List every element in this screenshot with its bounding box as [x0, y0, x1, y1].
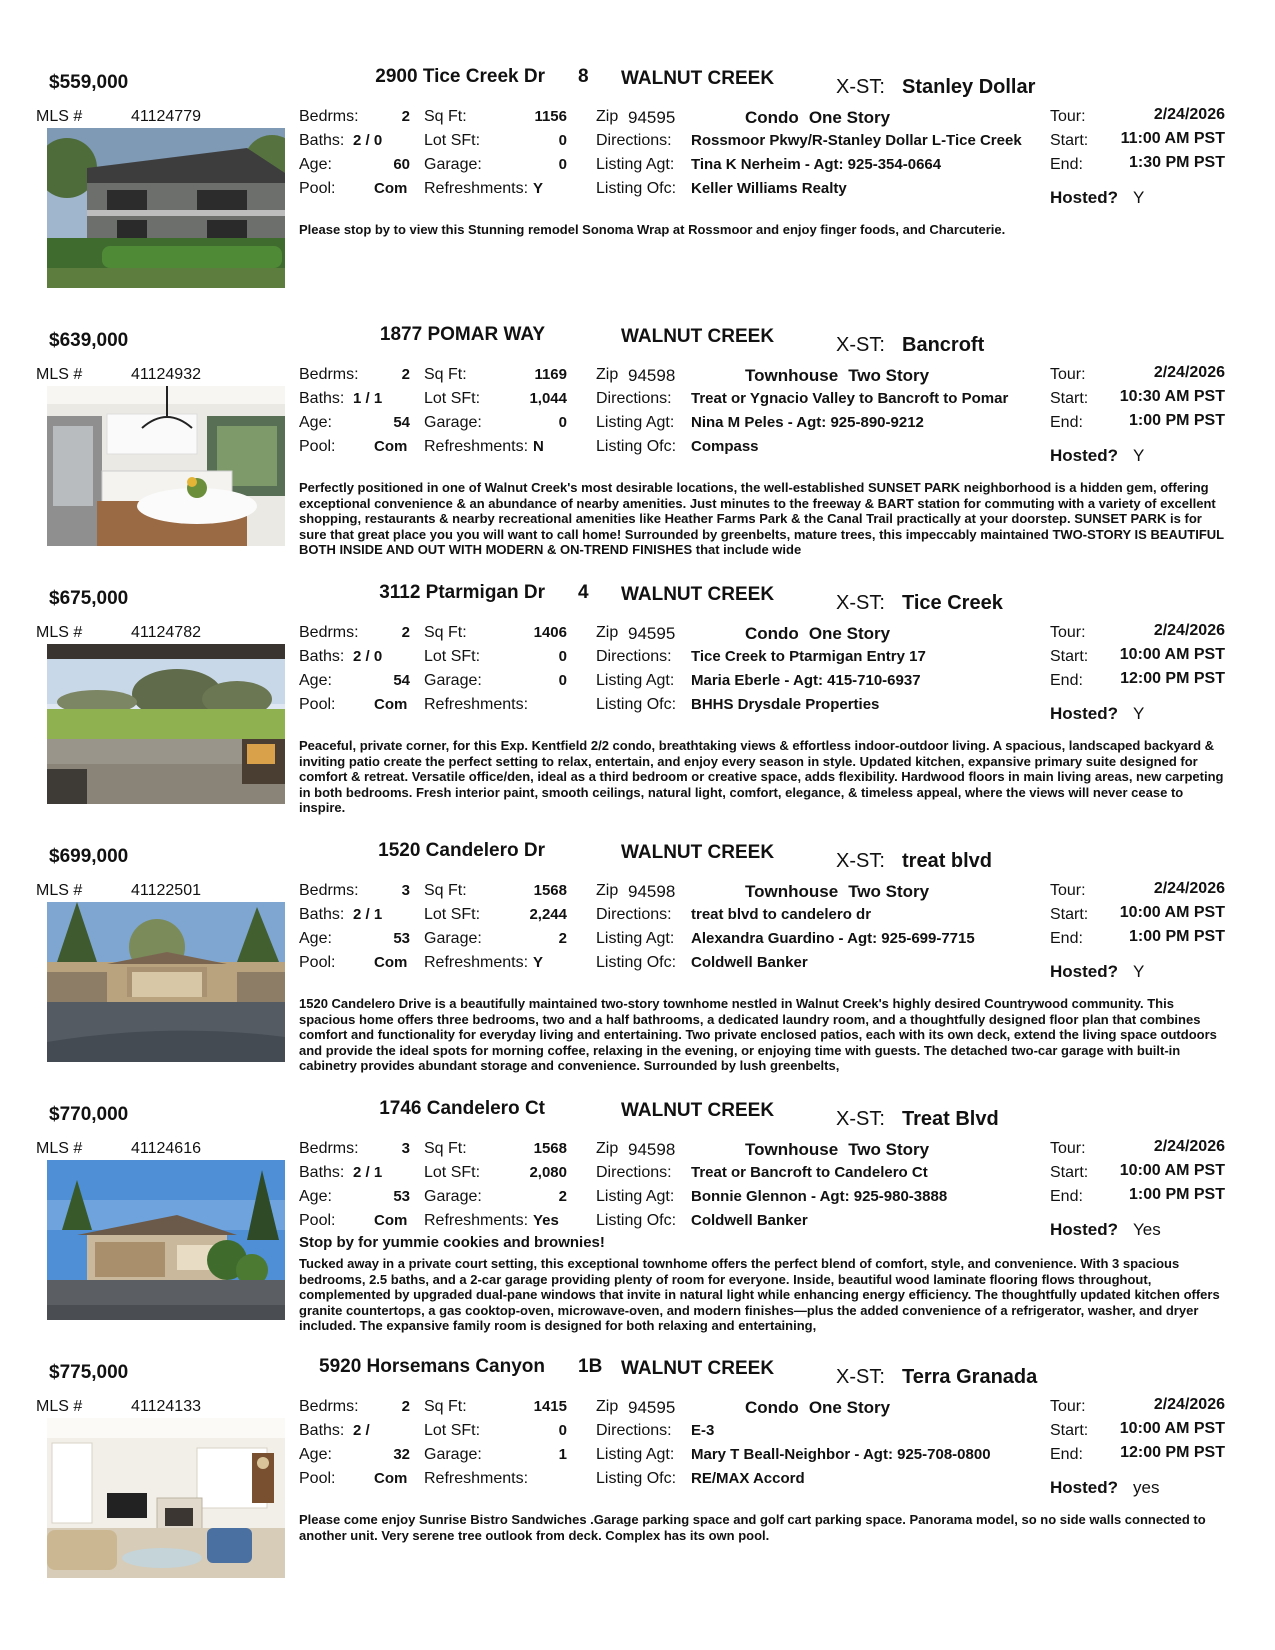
- pool-label: Pool:: [299, 438, 336, 455]
- hosted-label: Hosted?: [1050, 188, 1118, 207]
- zip-label: Zip: [596, 366, 619, 383]
- hosted-label: Hosted?: [1050, 1478, 1118, 1497]
- age-value: 60: [393, 156, 410, 173]
- listing-agent-value: Maria Eberle - Agt: 415-710-6937: [691, 672, 921, 689]
- address: 3112 Ptarmigan Dr: [379, 582, 545, 603]
- age-value: 32: [393, 1446, 410, 1463]
- lot-sft-label: Lot SFt:: [424, 132, 481, 149]
- lot-sft-label: Lot SFt:: [424, 906, 481, 923]
- pool-label: Pool:: [299, 696, 336, 713]
- home-type: Condo: [745, 108, 799, 127]
- baths-value: 2 / 1: [353, 906, 383, 923]
- age-label: Age:: [299, 1446, 332, 1463]
- baths-value: 2 /: [353, 1422, 370, 1439]
- zip-label: Zip: [596, 1140, 619, 1157]
- end-label: End:: [1050, 930, 1083, 947]
- refreshments-label: Refreshments:: [424, 954, 529, 971]
- directions-value: Treat or Ygnacio Valley to Bancroft to Pomar: [691, 390, 1009, 407]
- mls-label: MLS #: [36, 624, 83, 641]
- baths-label: Baths:: [299, 132, 345, 149]
- listing-office-label: Listing Ofc:: [596, 438, 677, 455]
- garage-label: Garage:: [424, 156, 482, 173]
- mls-label: MLS #: [36, 1398, 83, 1415]
- mls-label: MLS #: [36, 366, 83, 383]
- directions-label: Directions:: [596, 906, 672, 923]
- listing: [0, 838, 1275, 1096]
- city: WALNUT CREEK: [621, 326, 775, 347]
- cross-street-label: X-ST:: [836, 334, 885, 356]
- sqft-label: Sq Ft:: [424, 1398, 467, 1415]
- age-value: 54: [393, 414, 410, 431]
- directions-label: Directions:: [596, 1164, 672, 1181]
- home-type: Townhouse: [745, 1140, 839, 1159]
- sqft-label: Sq Ft:: [424, 366, 467, 383]
- garage-label: Garage:: [424, 414, 482, 431]
- listing-agent-value: Nina M Peles - Agt: 925-890-9212: [691, 414, 924, 431]
- bedrooms-value: 2: [401, 1398, 410, 1415]
- description: Perfectly positioned in one of Walnut Creek's most desirable locations, the well-established SUNSET PARK neighborhood is a hidden gem, offering exceptional convenience & an abundance of nearby amenities. Just minutes to the freeway & BART station for commuting with a variety of excellent shopping, restaurants & nearby recreational amenities like Heather Farms Park & the Canal Trail practically at your doorstep. SUNSET PARK is for sure that great place you you will want to call home! Surrounded by greenbelts, mature trees, this impeccably maintained TWO-STORY IS BEAUTIFUL BOTH INSIDE AND OUT WITH MODERN & ON-TREND FINISHES that include wide: [299, 480, 1224, 557]
- garage-label: Garage:: [424, 930, 482, 947]
- pool-value: Com: [374, 696, 408, 713]
- bedrooms-label: Bedrms:: [299, 366, 359, 383]
- refreshments-label: Refreshments:: [424, 1470, 529, 1487]
- baths-label: Baths:: [299, 906, 345, 923]
- listing: [0, 1096, 1275, 1354]
- description: Please come enjoy Sunrise Bistro Sandwiches .Garage parking space and golf cart parking space. Panorama model, so no side walls connected to another unit. Very serene tree outlook from deck. Complex has its own pool.: [299, 1512, 1206, 1543]
- pool-value: Com: [374, 1470, 408, 1487]
- directions-value: Treat or Bancroft to Candelero Ct: [691, 1164, 928, 1181]
- age-label: Age:: [299, 672, 332, 689]
- directions-value: treat blvd to candelero dr: [691, 906, 872, 923]
- city: WALNUT CREEK: [621, 842, 775, 863]
- home-type: Townhouse: [745, 882, 839, 901]
- mls-number: 41124932: [131, 366, 201, 383]
- age-label: Age:: [299, 930, 332, 947]
- refreshments-label: Refreshments:: [424, 696, 529, 713]
- bedrooms-label: Bedrms:: [299, 624, 359, 641]
- hosted-value: Y: [1133, 704, 1145, 723]
- mls-number: 41124779: [131, 108, 201, 125]
- home-type: Condo: [745, 1398, 799, 1417]
- listing-office-label: Listing Ofc:: [596, 1470, 677, 1487]
- bedrooms-value: 2: [401, 366, 410, 383]
- property-type: [740, 1140, 1000, 1160]
- bedrooms-value: 3: [401, 1140, 410, 1157]
- stories: Two Story: [848, 366, 930, 385]
- sqft-value: 1415: [533, 1398, 567, 1415]
- end-label: End:: [1050, 672, 1083, 689]
- sqft-value: 1568: [533, 882, 567, 899]
- hosted-value: Y: [1133, 188, 1145, 207]
- lot-sft-label: Lot SFt:: [424, 1422, 481, 1439]
- listing-agent-value: Tina K Nerheim - Agt: 925-354-0664: [691, 156, 942, 173]
- unit-number: 1B: [578, 1356, 603, 1377]
- mls-number: 41124133: [131, 1398, 201, 1415]
- price: $699,000: [49, 846, 129, 867]
- listing-agent-value: Mary T Beall-Neighbor - Agt: 925-708-0800: [691, 1446, 991, 1463]
- end-time: 1:00 PM PST: [1128, 1186, 1225, 1203]
- pool-label: Pool:: [299, 1470, 336, 1487]
- refreshments-label: Refreshments:: [424, 1212, 529, 1229]
- sqft-label: Sq Ft:: [424, 624, 467, 641]
- zip-label: Zip: [596, 882, 619, 899]
- listing: [0, 64, 1275, 322]
- lot-sft-label: Lot SFt:: [424, 1164, 481, 1181]
- property-type: [740, 1398, 1000, 1418]
- baths-label: Baths:: [299, 1164, 345, 1181]
- lot-sft-value: 0: [558, 648, 567, 665]
- listing-photo[interactable]: [47, 902, 285, 1062]
- listing-office-value: Coldwell Banker: [691, 954, 808, 971]
- bedrooms-label: Bedrms:: [299, 1140, 359, 1157]
- lot-sft-value: 0: [558, 132, 567, 149]
- zip-value: 94598: [628, 366, 676, 385]
- tour-date: 2/24/2026: [1153, 622, 1225, 639]
- stories: One Story: [808, 624, 891, 643]
- lot-sft-value: 2,244: [529, 906, 567, 923]
- sqft-value: 1156: [534, 108, 567, 125]
- description: Tucked away in a private court setting, this exceptional townhome offers the perfect blend of comfort, style, and convenience. With 3 spacious bedrooms, 2.5 baths, and a 2-car garage providing plenty of room for everyone. Inside, beautiful wood laminate flooring flows throughout, complemented by upgraded dual-pane windows that invite in natural light while enhancing energy efficiency. The thoughtfully updated kitchen offers granite countertops, a gas cooktop-oven, microwave-oven, and modern finishes—plus the added convenience of a refrigerator, washer, and dryer included. The expansive family room is designed for both relaxing and entertaining,: [299, 1256, 1220, 1333]
- listing: [0, 580, 1275, 838]
- property-type: [740, 882, 1000, 902]
- bedrooms-label: Bedrms:: [299, 882, 359, 899]
- hosted-value: yes: [1133, 1478, 1160, 1497]
- age-value: 53: [393, 1188, 410, 1205]
- listing-agent-label: Listing Agt:: [596, 672, 675, 689]
- end-time: 1:00 PM PST: [1128, 928, 1225, 945]
- cross-street-label: X-ST:: [836, 76, 885, 98]
- special-note: Stop by for yummie cookies and brownies!: [299, 1234, 605, 1251]
- start-time: 10:00 AM PST: [1119, 1162, 1225, 1179]
- directions-value: E-3: [691, 1422, 715, 1439]
- sqft-label: Sq Ft:: [424, 882, 467, 899]
- zip-label: Zip: [596, 624, 619, 641]
- refreshments-value: Yes: [533, 1212, 559, 1229]
- tour-date: 2/24/2026: [1153, 1138, 1225, 1155]
- mls-number: 41124782: [131, 624, 201, 641]
- unit-number: 8: [578, 66, 589, 87]
- tour-date: 2/24/2026: [1153, 106, 1225, 123]
- directions-label: Directions:: [596, 1422, 672, 1439]
- directions-label: Directions:: [596, 390, 672, 407]
- listing-office-value: RE/MAX Accord: [691, 1470, 805, 1487]
- tour-label: Tour:: [1050, 624, 1086, 641]
- garage-label: Garage:: [424, 1188, 482, 1205]
- cross-street: Tice Creek: [902, 592, 1003, 614]
- sqft-value: 1406: [533, 624, 567, 641]
- sqft-label: Sq Ft:: [424, 108, 467, 125]
- start-label: Start:: [1050, 648, 1089, 665]
- property-type: [740, 624, 1000, 644]
- start-label: Start:: [1050, 1422, 1089, 1439]
- address: 5920 Horsemans Canyon: [319, 1356, 545, 1377]
- bedrooms-value: 2: [401, 108, 410, 125]
- listing-office-label: Listing Ofc:: [596, 1212, 677, 1229]
- tour-date: 2/24/2026: [1153, 1396, 1225, 1413]
- listing-agent-value: Bonnie Glennon - Agt: 925-980-3888: [691, 1188, 948, 1205]
- mls-label: MLS #: [36, 882, 83, 899]
- stories: Two Story: [848, 882, 930, 901]
- start-label: Start:: [1050, 390, 1089, 407]
- bedrooms-value: 3: [401, 882, 410, 899]
- garage-value: 1: [558, 1446, 567, 1463]
- address: 2900 Tice Creek Dr: [375, 66, 545, 87]
- baths-value: 1 / 1: [353, 390, 383, 407]
- age-value: 53: [393, 930, 410, 947]
- end-time: 1:00 PM PST: [1128, 412, 1225, 429]
- end-label: End:: [1050, 414, 1083, 431]
- mls-number: 41124616: [131, 1140, 201, 1157]
- garage-value: 0: [558, 672, 567, 689]
- zip-value: 94598: [628, 1140, 676, 1159]
- pool-value: Com: [374, 180, 408, 197]
- property-type: [740, 366, 1000, 386]
- home-type: Townhouse: [745, 366, 839, 385]
- listing-office-label: Listing Ofc:: [596, 954, 677, 971]
- listing-agent-value: Alexandra Guardino - Agt: 925-699-7715: [691, 930, 975, 947]
- baths-value: 2 / 1: [353, 1164, 383, 1181]
- cross-street: Treat Blvd: [902, 1108, 999, 1130]
- description: 1520 Candelero Drive is a beautifully maintained two-story townhome nestled in Walnut Creek's highly desired Countrywood community. This spacious home offers three bedrooms, two and a half bathrooms, a dedicated laundry room, and a thoughtfully designed floor plan that combines comfort and functionality for everyday living and entertaining. Two private enclosed patios, each with its own deck, extend the living space outdoors and provide the ideal spots for morning coffee, relaxing in the evening, or enjoying time with guests. The detached two-car garage with built-in cabinetry provides abundant storage and convenience. Surrounded by lush greenbelts,: [299, 996, 1217, 1073]
- listing-photo[interactable]: [47, 644, 285, 804]
- garage-label: Garage:: [424, 672, 482, 689]
- listing-agent-label: Listing Agt:: [596, 156, 675, 173]
- end-label: End:: [1050, 1188, 1083, 1205]
- directions-label: Directions:: [596, 132, 672, 149]
- hosted-value: Y: [1133, 962, 1145, 981]
- garage-value: 0: [558, 414, 567, 431]
- age-label: Age:: [299, 156, 332, 173]
- hosted-value: Y: [1133, 446, 1145, 465]
- city: WALNUT CREEK: [621, 584, 775, 605]
- cross-street-label: X-ST:: [836, 1108, 885, 1130]
- address: 1520 Candelero Dr: [378, 840, 545, 861]
- price: $675,000: [49, 588, 129, 609]
- zip-label: Zip: [596, 1398, 619, 1415]
- listing: [0, 1354, 1275, 1612]
- city: WALNUT CREEK: [621, 68, 775, 89]
- baths-label: Baths:: [299, 1422, 345, 1439]
- listing-office-label: Listing Ofc:: [596, 696, 677, 713]
- price: $775,000: [49, 1362, 129, 1383]
- tour-date: 2/24/2026: [1153, 364, 1225, 381]
- lot-sft-label: Lot SFt:: [424, 390, 481, 407]
- garage-value: 2: [558, 930, 567, 947]
- end-label: End:: [1050, 156, 1083, 173]
- mls-label: MLS #: [36, 1140, 83, 1157]
- end-time: 1:30 PM PST: [1128, 154, 1225, 171]
- directions-label: Directions:: [596, 648, 672, 665]
- age-value: 54: [393, 672, 410, 689]
- hosted-label: Hosted?: [1050, 1220, 1118, 1239]
- price: $770,000: [49, 1104, 129, 1125]
- cross-street: Stanley Dollar: [902, 76, 1036, 98]
- bedrooms-value: 2: [401, 624, 410, 641]
- listing-photo[interactable]: [47, 128, 285, 288]
- listing-agent-label: Listing Agt:: [596, 1446, 675, 1463]
- sqft-label: Sq Ft:: [424, 1140, 467, 1157]
- listing-agent-label: Listing Agt:: [596, 1188, 675, 1205]
- listing-photo[interactable]: [47, 1418, 285, 1578]
- listing-office-value: Keller Williams Realty: [691, 180, 847, 197]
- listing-office-label: Listing Ofc:: [596, 180, 677, 197]
- zip-label: Zip: [596, 108, 619, 125]
- address: 1746 Candelero Ct: [379, 1098, 545, 1119]
- pool-label: Pool:: [299, 954, 336, 971]
- listing-agent-label: Listing Agt:: [596, 930, 675, 947]
- pool-label: Pool:: [299, 1212, 336, 1229]
- start-time: 10:00 AM PST: [1119, 904, 1225, 921]
- price: $559,000: [49, 72, 129, 93]
- tour-label: Tour:: [1050, 1140, 1086, 1157]
- hosted-label: Hosted?: [1050, 962, 1118, 981]
- listing-office-value: Coldwell Banker: [691, 1212, 808, 1229]
- refreshments-value: N: [533, 438, 544, 455]
- refreshments-value: Y: [533, 954, 544, 971]
- cross-street: Terra Granada: [902, 1366, 1038, 1388]
- cross-street: treat blvd: [902, 850, 993, 872]
- description: Please stop by to view this Stunning remodel Sonoma Wrap at Rossmoor and enjoy finger foods, and Charcuterie.: [299, 222, 1006, 237]
- listing: [0, 322, 1275, 580]
- baths-label: Baths:: [299, 648, 345, 665]
- age-label: Age:: [299, 1188, 332, 1205]
- end-time: 12:00 PM PST: [1120, 1444, 1225, 1461]
- zip-value: 94598: [628, 882, 676, 901]
- refreshments-label: Refreshments:: [424, 180, 529, 197]
- pool-label: Pool:: [299, 180, 336, 197]
- start-time: 11:00 AM PST: [1120, 130, 1225, 147]
- hosted-label: Hosted?: [1050, 446, 1118, 465]
- sqft-value: 1568: [533, 1140, 567, 1157]
- city: WALNUT CREEK: [621, 1358, 775, 1379]
- mls-number: 41122501: [131, 882, 201, 899]
- pool-value: Com: [374, 438, 408, 455]
- pool-value: Com: [374, 954, 408, 971]
- end-time: 12:00 PM PST: [1120, 670, 1225, 687]
- baths-value: 2 / 0: [353, 132, 383, 149]
- cross-street: Bancroft: [902, 334, 985, 356]
- hosted-value: Yes: [1133, 1220, 1161, 1239]
- start-time: 10:00 AM PST: [1119, 1420, 1225, 1437]
- property-type: [740, 108, 1000, 128]
- stories: One Story: [808, 108, 891, 127]
- tour-label: Tour:: [1050, 366, 1086, 383]
- directions-value: Rossmoor Pkwy/R-Stanley Dollar L-Tice Creek: [691, 132, 1022, 149]
- start-label: Start:: [1050, 132, 1089, 149]
- start-label: Start:: [1050, 906, 1089, 923]
- tour-label: Tour:: [1050, 108, 1086, 125]
- lot-sft-value: 0: [558, 1422, 567, 1439]
- tour-date: 2/24/2026: [1153, 880, 1225, 897]
- zip-value: 94595: [628, 108, 676, 127]
- home-type: Condo: [745, 624, 799, 643]
- tour-label: Tour:: [1050, 1398, 1086, 1415]
- refreshments-label: Refreshments:: [424, 438, 529, 455]
- start-label: Start:: [1050, 1164, 1089, 1181]
- price: $639,000: [49, 330, 129, 351]
- garage-value: 2: [558, 1188, 567, 1205]
- mls-label: MLS #: [36, 108, 83, 125]
- listing-agent-label: Listing Agt:: [596, 414, 675, 431]
- baths-value: 2 / 0: [353, 648, 383, 665]
- lot-sft-value: 1,044: [529, 390, 567, 407]
- cross-street-label: X-ST:: [836, 592, 885, 614]
- stories: Two Story: [848, 1140, 930, 1159]
- sqft-value: 1169: [534, 366, 567, 383]
- bedrooms-label: Bedrms:: [299, 108, 359, 125]
- directions-value: Tice Creek to Ptarmigan Entry 17: [691, 648, 926, 665]
- address: 1877 POMAR WAY: [379, 324, 545, 345]
- garage-label: Garage:: [424, 1446, 482, 1463]
- description: Peaceful, private corner, for this Exp. Kentfield 2/2 condo, breathtaking views & effortless indoor-outdoor living. A spacious, landscaped backyard & inviting patio create the perfect setting to relax, entertain, and enjoy every season in style. Updated kitchen, expansive primary suite designed for comfort & retreat. Versatile office/den, ideal as a third bedroom or creative space, adds flexibility. Hardwood floors in main living areas, new carpeting in both bedrooms. Fresh interior paint, smooth ceilings, natural light, comfort, elegance, & timeless appeal, where the views will never cease to inspire.: [299, 738, 1224, 815]
- pool-value: Com: [374, 1212, 408, 1229]
- tour-label: Tour:: [1050, 882, 1086, 899]
- age-label: Age:: [299, 414, 332, 431]
- hosted-label: Hosted?: [1050, 704, 1118, 723]
- refreshments-value: Y: [533, 180, 544, 197]
- listing-office-value: BHHS Drysdale Properties: [691, 696, 880, 713]
- zip-value: 94595: [628, 1398, 676, 1417]
- listing-office-value: Compass: [691, 438, 759, 455]
- listing-photo[interactable]: [47, 1160, 285, 1320]
- lot-sft-value: 2,080: [529, 1164, 567, 1181]
- cross-street-label: X-ST:: [836, 850, 885, 872]
- end-label: End:: [1050, 1446, 1083, 1463]
- listing-photo[interactable]: [47, 386, 285, 546]
- baths-label: Baths:: [299, 390, 345, 407]
- lot-sft-label: Lot SFt:: [424, 648, 481, 665]
- city: WALNUT CREEK: [621, 1100, 775, 1121]
- bedrooms-label: Bedrms:: [299, 1398, 359, 1415]
- start-time: 10:00 AM PST: [1119, 646, 1225, 663]
- zip-value: 94595: [628, 624, 676, 643]
- start-time: 10:30 AM PST: [1119, 388, 1225, 405]
- cross-street-label: X-ST:: [836, 1366, 885, 1388]
- garage-value: 0: [558, 156, 567, 173]
- unit-number: 4: [578, 582, 589, 603]
- stories: One Story: [808, 1398, 891, 1417]
